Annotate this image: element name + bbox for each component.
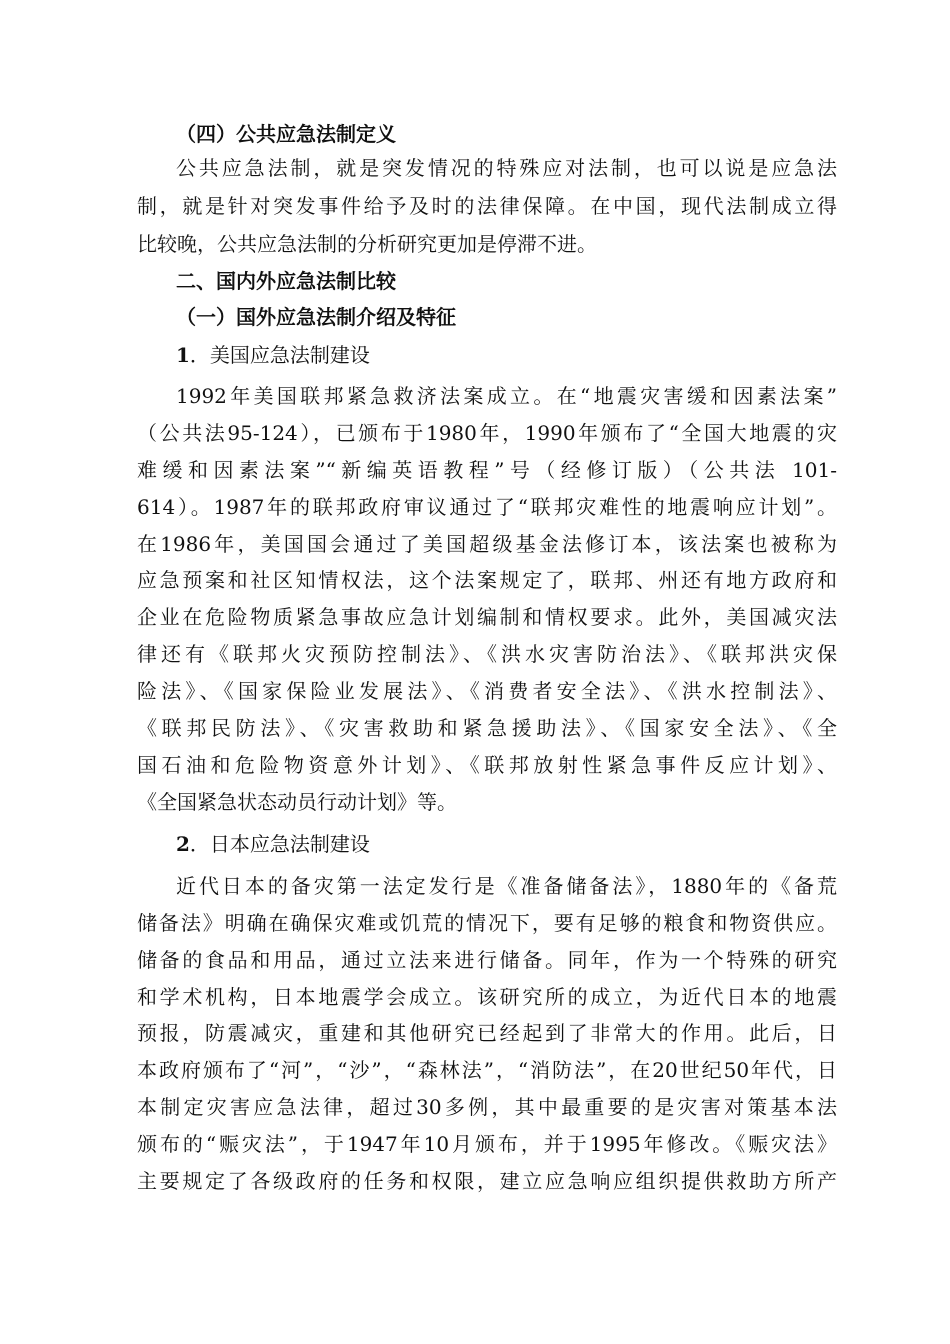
paragraph-line: 储备法》明确在确保灾难或饥荒的情况下，要有足够的粮食和物资供应。: [137, 911, 837, 935]
paragraph-line: 本政府颁布了“河”，“沙”，“森林法”，“消防法”，在20世纪50年代，日: [137, 1058, 837, 1082]
subsection-heading-japan: [176, 827, 837, 861]
section-heading-comparison: 二、国内外应急法制比较: [176, 269, 396, 293]
paragraph-line: 614）。1987年的联邦政府审议通过了“联邦灾难性的地震响应计划”。: [137, 495, 837, 519]
section-heading-foreign-law: （一）国外应急法制介绍及特征: [176, 305, 456, 329]
paragraph-line: 和学术机构，日本地震学会成立。该研究所的成立，为近代日本的地震: [137, 985, 837, 1009]
paragraph-line: 颁布的“赈灾法”，于1947年10月颁布，并于1995年修改。《赈灾法》: [137, 1132, 837, 1156]
subsection-number: 2: [176, 832, 190, 856]
paragraph-line: 国石油和危险物资意外计划》、《联邦放射性紧急事件反应计划》、: [137, 753, 837, 777]
paragraph-line: 公共应急法制，就是突发情况的特殊应对法制，也可以说是应急法: [176, 156, 837, 180]
paragraph-line: 在1986年，美国国会通过了美国超级基金法修订本，该法案也被称为: [137, 532, 837, 556]
section-heading-public-emergency-definition: （四）公共应急法制定义: [176, 122, 396, 146]
paragraph-line: 主要规定了各级政府的任务和权限，建立应急响应组织提供救助方所产: [137, 1169, 837, 1193]
paragraph-line: 律还有《联邦火灾预防控制法》、《洪水灾害防治法》、《联邦洪灾保: [137, 642, 837, 666]
subsection-title: ．美国应急法制建设: [189, 343, 370, 367]
paragraph-line: 本制定灾害应急法律，超过30多例，其中最重要的是灾害对策基本法: [137, 1095, 837, 1119]
subsection-number: 1: [176, 343, 190, 367]
paragraph-line: 难缓和因素法案”“新编英语教程”号（经修订版）（公共法 101-: [137, 458, 837, 482]
paragraph-line: 制，就是针对突发事件给予及时的法律保障。在中国，现代法制成立得: [137, 194, 837, 218]
paragraph-line: 预报，防震减灾，重建和其他研究已经起到了非常大的作用。此后，日: [137, 1021, 837, 1045]
paragraph-line: 1992年美国联邦紧急救济法案成立。在“地震灾害缓和因素法案”: [176, 384, 837, 408]
subsection-heading-usa: [176, 338, 837, 372]
paragraph-line: （公共法95-124），已颁布于1980年，1990年颁布了“全国大地震的灾: [137, 421, 837, 445]
paragraph-line: 《全国紧急状态动员行动计划》等。: [137, 790, 457, 814]
paragraph-line: 近代日本的备灾第一法定发行是《准备储备法》，1880年的《备荒: [176, 874, 837, 898]
paragraph-line: 比较晚，公共应急法制的分析研究更加是停滞不进。: [137, 232, 597, 256]
paragraph-line: 《联邦民防法》、《灾害救助和紧急援助法》、《国家安全法》、《全: [137, 716, 837, 740]
paragraph-line: 应急预案和社区知情权法，这个法案规定了，联邦、州还有地方政府和: [137, 568, 837, 592]
paragraph-line: 险法》、《国家保险业发展法》、《消费者安全法》、《洪水控制法》、: [137, 679, 837, 703]
paragraph-line: 企业在危险物质紧急事故应急计划编制和情权要求。此外，美国减灾法: [137, 605, 837, 629]
paragraph-line: 储备的食品和用品，通过立法来进行储备。同年，作为一个特殊的研究: [137, 948, 837, 972]
subsection-title: ．日本应急法制建设: [189, 832, 370, 856]
